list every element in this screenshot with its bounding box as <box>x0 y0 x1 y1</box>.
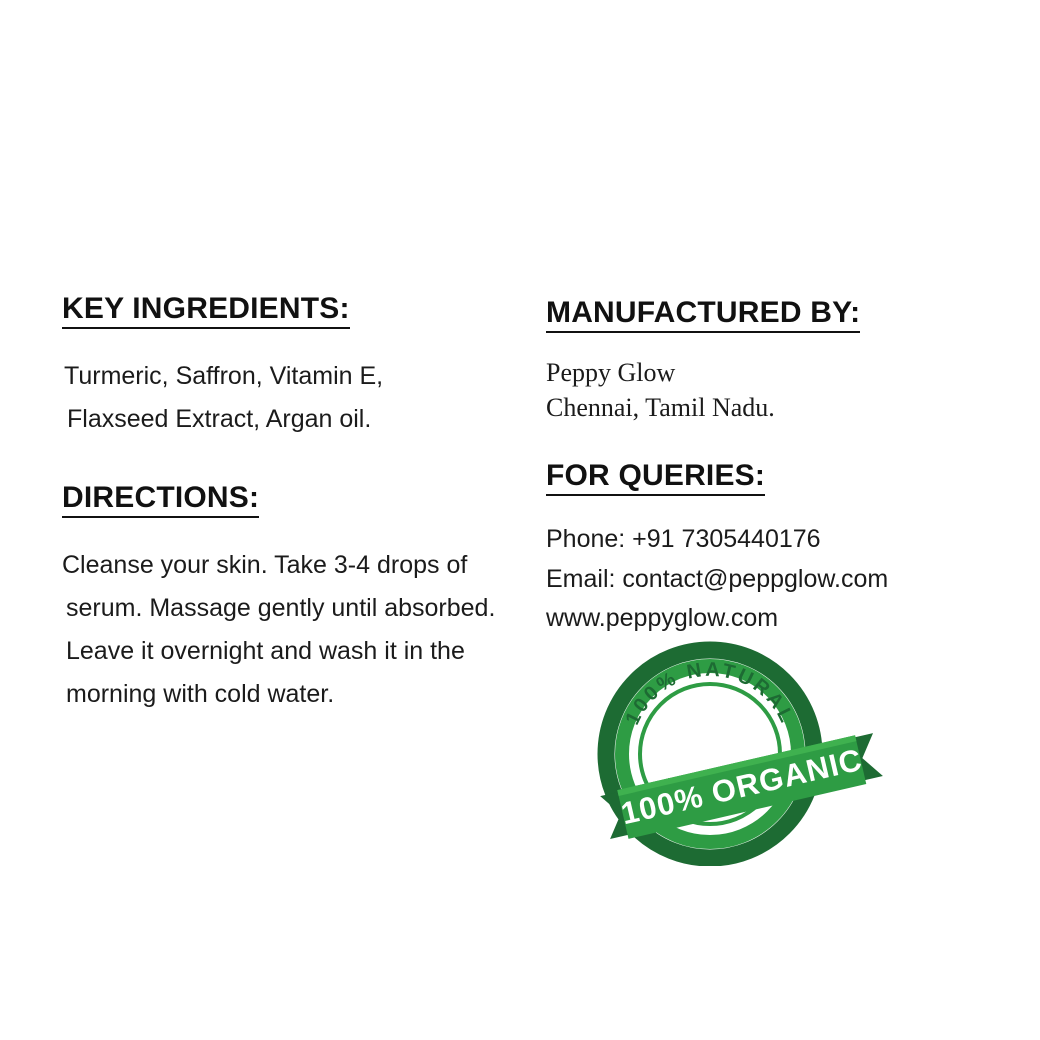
key-ingredients-line-2: Flaxseed Extract, Argan oil. <box>67 405 372 433</box>
directions-heading: DIRECTIONS: <box>62 481 259 518</box>
directions-line-2: serum. Massage gently until absorbed. <box>66 594 496 622</box>
directions-text <box>62 544 522 716</box>
key-ingredients-heading: KEY INGREDIENTS: <box>62 292 350 329</box>
manufactured-by-heading: MANUFACTURED BY: <box>546 296 860 333</box>
manufacturer-details <box>546 355 996 425</box>
manufacturer-name: Peppy Glow <box>546 358 676 387</box>
contact-website: www.peppyglow.com <box>546 604 779 633</box>
queries-contact-text <box>546 520 996 639</box>
contact-email: Email: contact@peppglow.com <box>546 564 889 593</box>
organic-badge-graphic <box>592 636 902 866</box>
badge-arc-textpath: 100% NATURAL <box>621 658 799 729</box>
organic-badge <box>592 636 902 866</box>
directions-line-1: Cleanse your skin. Take 3-4 drops of <box>62 551 468 579</box>
key-ingredients-line-1: Turmeric, Saffron, Vitamin E, <box>64 362 384 390</box>
manufacturer-location: Chennai, Tamil Nadu. <box>546 393 775 423</box>
directions-line-3: Leave it overnight and wash it in the <box>66 637 465 665</box>
key-ingredients-text <box>64 355 522 441</box>
contact-phone: Phone: +91 7305440176 <box>546 525 821 554</box>
for-queries-heading: FOR QUERIES: <box>546 459 765 496</box>
directions-line-4: morning with cold water. <box>66 680 335 708</box>
left-column <box>62 292 522 716</box>
right-column <box>546 296 996 639</box>
badge-ribbon-text: 100% ORGANIC <box>617 741 866 832</box>
